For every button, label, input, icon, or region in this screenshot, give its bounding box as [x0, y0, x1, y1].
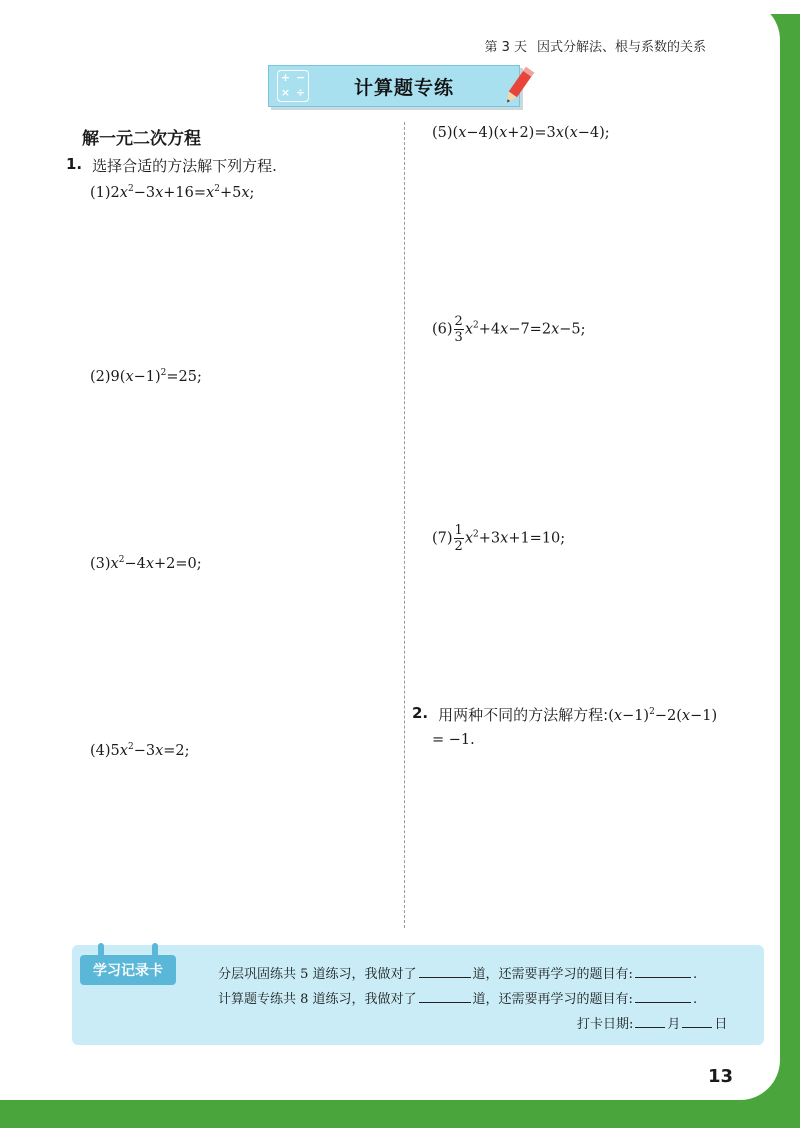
equation-1: $(1)2x^2-3x+16=x^2+5x$;	[90, 184, 255, 201]
record-line-2: 计算题专练共 8 道练习，我做对了 道，还需要再学习的题目有: .	[218, 992, 698, 1007]
green-frame-bottom	[0, 1100, 800, 1128]
equation-4: $(4)5x^2-3x=2$;	[90, 742, 190, 759]
review-items-blank-2[interactable]	[635, 1001, 691, 1003]
question-2-tail: = −1.	[432, 732, 475, 748]
review-items-blank-1[interactable]	[635, 976, 691, 978]
question-2-heading	[412, 704, 717, 725]
equation-2: $(2)9(x-1)^2=25$;	[90, 368, 202, 385]
calculator-icon: + − × ÷	[277, 70, 309, 102]
page-number: 13	[708, 1066, 734, 1087]
equation-6: (6) $\frac{2}{3}$ $x^2+4x-7=2x-5$;	[432, 314, 586, 345]
correct-count-blank-2[interactable]	[419, 1001, 471, 1003]
column-divider	[404, 122, 405, 928]
question-prompt: 用两种不同的方法解方程$:(x-1)^2-2(x-1)$	[438, 706, 718, 724]
header-topic: 因式分解法、根与系数的关系	[536, 40, 706, 55]
banner-title: 计算题专练	[353, 76, 454, 99]
question-number: 2.	[412, 704, 429, 722]
correct-count-blank-1[interactable]	[419, 976, 471, 978]
header-day: 第 3 天	[484, 40, 527, 55]
record-card-label: 学习记录卡	[80, 955, 176, 985]
equation-7: (7) $\frac{1}{2}$ $x^2+3x+1=10$;	[432, 523, 566, 554]
day-blank[interactable]	[682, 1026, 712, 1028]
question-1-heading	[66, 155, 277, 176]
title-banner	[268, 65, 520, 107]
equation-3: $(3)x^2-4x+2=0$;	[90, 555, 202, 572]
equation-5: (5)(x−4)(x+2)=3x(x−4);	[432, 125, 610, 141]
pencil-icon	[500, 64, 536, 110]
question-prompt: 选择合适的方法解下列方程.	[92, 157, 277, 175]
check-in-date: 打卡日期: 月 日	[577, 1017, 728, 1032]
month-blank[interactable]	[635, 1026, 665, 1028]
running-header	[484, 36, 706, 55]
question-number: 1.	[66, 155, 83, 173]
record-line-1: 分层巩固练共 5 道练习，我做对了 道，还需要再学习的题目有: .	[218, 967, 698, 982]
section-title: 解一元二次方程	[82, 129, 201, 149]
